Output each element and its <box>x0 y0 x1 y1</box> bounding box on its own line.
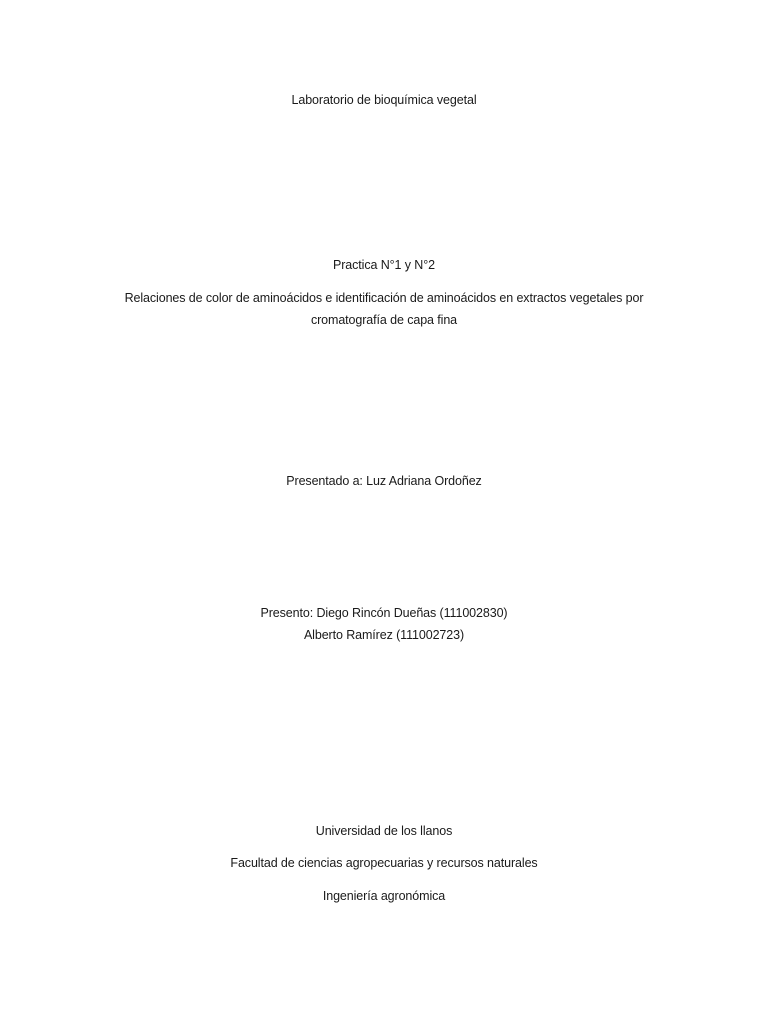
lab-title: Laboratorio de bioquímica vegetal <box>291 93 477 107</box>
practice-topic-line-1: Relaciones de color de aminoácidos e identificación de aminoácidos en extractos vegetales por <box>124 291 644 305</box>
practice-topic-line-2: cromatografía de capa fina <box>310 313 458 327</box>
authors-block <box>60 602 708 646</box>
presented-to: Presentado a: Luz Adriana Ordoñez <box>286 474 482 488</box>
author-2: Alberto Ramírez (111002723) <box>303 628 465 642</box>
author-1: Presento: Diego Rincón Dueñas (111002830) <box>260 606 508 620</box>
faculty-name: Facultad de ciencias agropecuarias y recursos naturales <box>230 856 538 870</box>
university-name: Universidad de los llanos <box>315 824 453 838</box>
practice-number: Practica N°1 y N°2 <box>333 258 435 272</box>
program-name: Ingeniería agronómica <box>322 889 446 903</box>
practice-topic <box>60 287 708 331</box>
